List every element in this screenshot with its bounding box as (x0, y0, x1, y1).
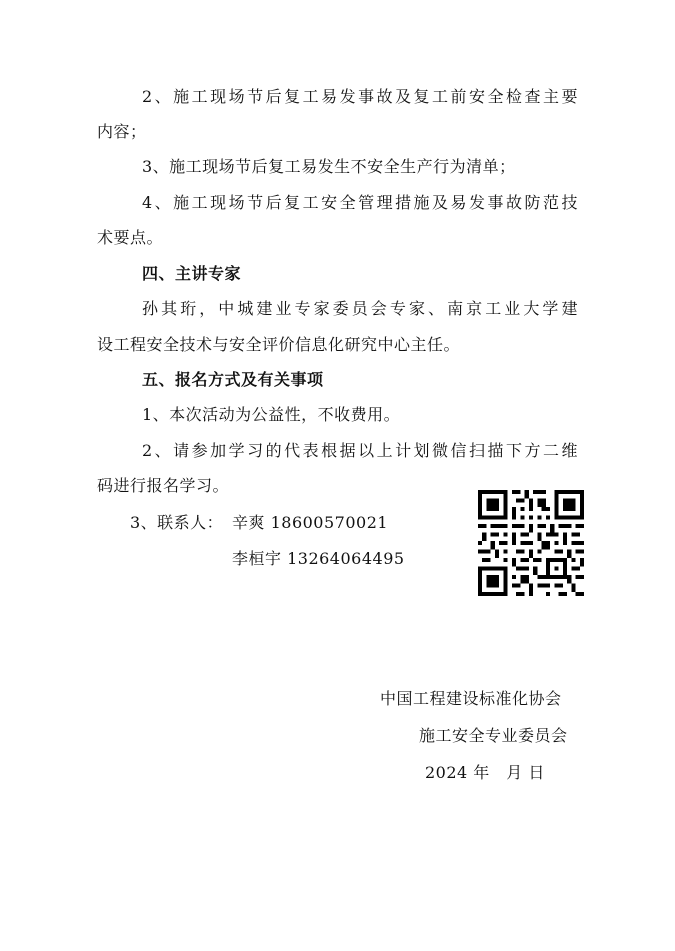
section-5-item-2-line-2: 码进行报名学习。 (97, 476, 230, 495)
item-2-line-1: 2、施工现场节后复工易发事故及复工前安全检查主要 (142, 87, 578, 106)
contact-person-1: 辛爽 18600570021 (232, 513, 389, 532)
qr-code-icon[interactable] (478, 490, 584, 596)
section-4-line-2: 设工程安全技术与安全评价信息化研究中心主任。 (97, 335, 461, 354)
section-4-line-1: 孙其珩，中城建业专家委员会专家、南京工业大学建 (142, 299, 578, 318)
item-3: 3、施工现场节后复工易发生不安全生产行为清单； (142, 157, 516, 176)
signature-organization: 中国工程建设标准化协会 (380, 689, 562, 708)
section-5-item-2-line-1: 2、请参加学习的代表根据以上计划微信扫描下方二维 (142, 441, 578, 460)
item-4-line-2: 术要点。 (97, 228, 164, 247)
section-5-item-1: 1、本次活动为公益性，不收费用。 (142, 405, 401, 424)
contact-person-2: 李桓宇 13264064495 (232, 549, 405, 568)
item-2-line-2: 内容； (97, 122, 147, 141)
section-4-heading: 四、主讲专家 (142, 264, 242, 283)
signature-committee: 施工安全专业委员会 (419, 726, 568, 745)
section-5-heading: 五、报名方式及有关事项 (142, 370, 324, 389)
item-4-line-1: 4、施工现场节后复工安全管理措施及易发事故防范技 (142, 193, 578, 212)
contact-label: 3、联系人： (130, 513, 224, 532)
signature-date: 2024 年 月 日 (425, 763, 545, 782)
